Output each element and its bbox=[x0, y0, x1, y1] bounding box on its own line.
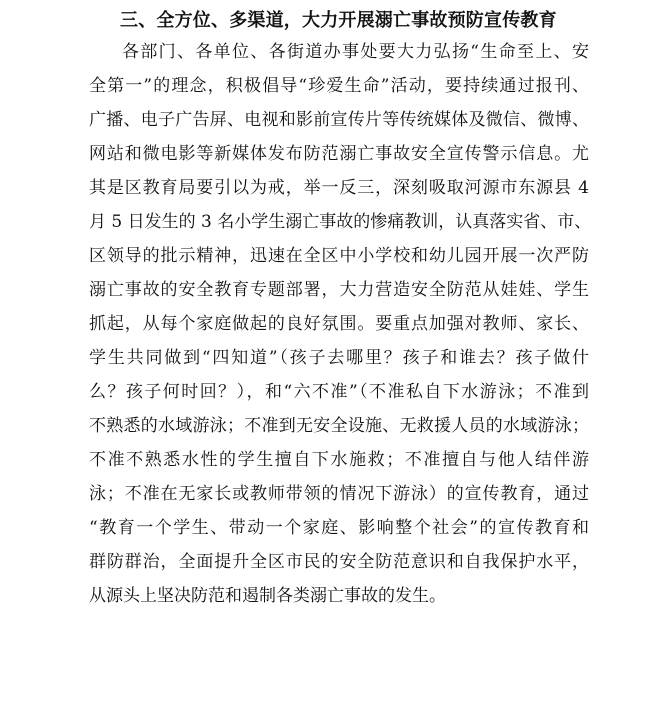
paragraph-line: 溺亡事故的安全教育专题部署，大力营造安全防范从娃娃、学生 bbox=[89, 280, 589, 300]
paragraph-line: 不准不熟悉水性的学生擅自下水施救；不准擅自与他人结伴游 bbox=[89, 450, 589, 470]
paragraph-line: 网站和微电影等新媒体发布防范溺亡事故安全宣传警示信息。尤 bbox=[89, 144, 589, 164]
paragraph-line: 各部门、各单位、各街道办事处要大力弘扬“生命至上、安 bbox=[122, 42, 589, 62]
section-heading: 三、全方位、多渠道，大力开展溺亡事故预防宣传教育 bbox=[120, 10, 557, 31]
paragraph-line: 群防群治，全面提升全区市民的安全防范意识和自我保护水平， bbox=[89, 552, 589, 572]
paragraph-line: 区领导的批示精神，迅速在全区中小学校和幼儿园开展一次严防 bbox=[89, 246, 589, 266]
paragraph-line: 全第一”的理念，积极倡导“珍爱生命”活动，要持续通过报刊、 bbox=[89, 76, 589, 96]
paragraph-line: 月 5 日发生的 3 名小学生溺亡事故的惨痛教训，认真落实省、市、 bbox=[89, 212, 592, 232]
paragraph-line: 抓起，从每个家庭做起的良好氛围。要重点加强对教师、家长、 bbox=[89, 314, 589, 334]
paragraph-line: 学生共同做到“四知道”（孩子去哪里？孩子和谁去？孩子做什 bbox=[89, 348, 589, 368]
paragraph-line: 泳；不准在无家长或教师带领的情况下游泳）的宣传教育，通过 bbox=[89, 484, 589, 504]
paragraph-line: 不熟悉的水域游泳；不准到无安全设施、无救援人员的水域游泳； bbox=[89, 416, 589, 436]
paragraph-line: 其是区教育局要引以为戒，举一反三，深刻吸取河源市东源县 4 bbox=[89, 178, 589, 198]
paragraph-line: “教育一个学生、带动一个家庭、影响整个社会”的宣传教育和 bbox=[89, 518, 589, 538]
paragraph-line: 么？孩子何时回？），和“六不准”（不准私自下水游泳；不准到 bbox=[89, 382, 589, 402]
paragraph-line: 广播、电子广告屏、电视和影前宣传片等传统媒体及微信、微博、 bbox=[89, 110, 589, 130]
paragraph-line: 从源头上坚决防范和遏制各类溺亡事故的发生。 bbox=[89, 586, 446, 606]
